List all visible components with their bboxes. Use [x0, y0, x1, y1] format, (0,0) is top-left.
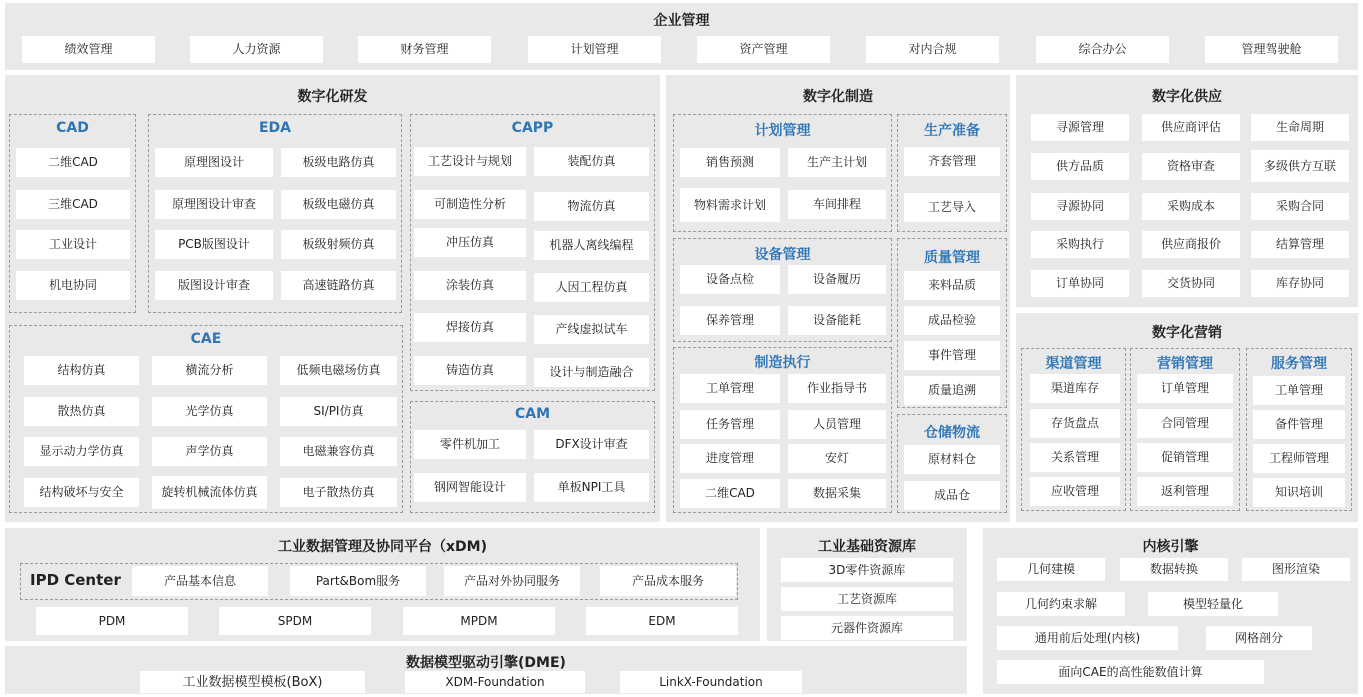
eda-item[interactable]: 板级射频仿真 — [281, 230, 396, 259]
cad-item[interactable]: 二维CAD — [16, 148, 130, 177]
quality-item[interactable]: 成品检验 — [904, 306, 1000, 335]
cam-item[interactable]: 单板NPI工具 — [534, 473, 649, 502]
cad-item[interactable]: 工业设计 — [16, 230, 130, 259]
dme-title: 数据模型驱动引擎(DME) — [406, 655, 566, 671]
supply-item[interactable]: 寻源协同 — [1031, 193, 1129, 220]
plan-item[interactable]: 销售预测 — [680, 148, 780, 177]
supply-item[interactable]: 资格审查 — [1142, 153, 1240, 180]
xdm-item[interactable]: MPDM — [403, 607, 555, 635]
supply-item[interactable]: 生命周期 — [1251, 114, 1349, 141]
resource-title: 工业基础资源库 — [818, 539, 916, 555]
equip-item[interactable]: 设备履历 — [788, 265, 886, 294]
kernel-item[interactable]: 模型轻量化 — [1148, 592, 1278, 616]
warehouse-item[interactable]: 成品仓 — [904, 481, 1000, 510]
service-item[interactable]: 工单管理 — [1253, 376, 1345, 405]
cae-item[interactable]: 显示动力学仿真 — [24, 437, 139, 466]
prep-item[interactable]: 工艺导入 — [904, 193, 1000, 222]
supply-item[interactable]: 供应商评估 — [1142, 114, 1240, 141]
capp-item[interactable]: 设计与制造融合 — [534, 358, 649, 387]
cae-item[interactable]: 声学仿真 — [152, 437, 267, 466]
equip-item[interactable]: 设备点检 — [680, 265, 780, 294]
dme-item[interactable]: 工业数据模型模板(BoX) — [140, 671, 365, 693]
ipd-item[interactable]: 产品基本信息 — [132, 566, 268, 596]
xdm-title: 工业数据管理及协同平台（xDM) — [278, 539, 487, 555]
ipd-item[interactable]: Part&Bom服务 — [290, 566, 426, 596]
xdm-item[interactable]: SPDM — [219, 607, 371, 635]
capp-item[interactable]: 产线虚拟试车 — [534, 315, 649, 344]
channel-item[interactable]: 渠道库存 — [1030, 374, 1120, 403]
cam-title: CAM — [514, 406, 551, 422]
sales-item[interactable]: 返利管理 — [1137, 477, 1233, 506]
xdm-item[interactable]: PDM — [36, 607, 188, 635]
eda-item[interactable]: 板级电磁仿真 — [281, 190, 396, 219]
equip-item[interactable]: 设备能耗 — [788, 306, 886, 335]
supply-item[interactable]: 采购成本 — [1142, 193, 1240, 220]
kernel-item[interactable]: 几何约束求解 — [997, 592, 1125, 616]
exec-item[interactable]: 工单管理 — [680, 374, 780, 403]
cae-item[interactable]: 散热仿真 — [24, 397, 139, 426]
eda-title: EDA — [258, 120, 292, 136]
enterprise-item[interactable]: 财务管理 — [358, 36, 491, 63]
prep-item[interactable]: 齐套管理 — [904, 147, 1000, 176]
capp-item[interactable]: 人因工程仿真 — [534, 273, 649, 302]
prep-title: 生产准备 — [924, 123, 980, 139]
exec-item[interactable]: 二维CAD — [680, 479, 780, 508]
quality-item[interactable]: 质量追溯 — [904, 376, 1000, 405]
exec-title: 制造执行 — [754, 355, 811, 371]
sales-item[interactable]: 合同管理 — [1137, 409, 1233, 438]
resource-item[interactable]: 工艺资源库 — [781, 587, 953, 611]
supply-item[interactable]: 库存协同 — [1251, 270, 1349, 297]
equip-item[interactable]: 保养管理 — [680, 306, 780, 335]
exec-item[interactable]: 安灯 — [788, 444, 886, 473]
cad-item[interactable]: 三维CAD — [16, 190, 130, 219]
supply-item[interactable]: 订单协同 — [1031, 270, 1129, 297]
capp-item[interactable]: 工艺设计与规划 — [414, 147, 526, 176]
cae-item[interactable]: 结构仿真 — [24, 356, 139, 385]
warehouse-title: 仓储物流 — [924, 425, 980, 441]
ipd-item[interactable]: 产品对外协同服务 — [444, 566, 580, 596]
eda-item[interactable]: 版图设计审查 — [155, 271, 273, 300]
enterprise-item[interactable]: 人力资源 — [190, 36, 323, 63]
ipd-item[interactable]: 产品成本服务 — [600, 566, 736, 596]
service-item[interactable]: 工程师管理 — [1253, 444, 1345, 473]
exec-item[interactable]: 进度管理 — [680, 444, 780, 473]
capp-item[interactable]: 涂装仿真 — [414, 271, 526, 300]
enterprise-title: 企业管理 — [653, 13, 710, 29]
channel-item[interactable]: 存货盘点 — [1030, 409, 1120, 438]
plan-item[interactable]: 物料需求计划 — [680, 188, 780, 222]
resource-item[interactable]: 元器件资源库 — [781, 616, 953, 640]
service-item[interactable]: 备件管理 — [1253, 410, 1345, 439]
kernel-item[interactable]: 网格剖分 — [1206, 626, 1312, 650]
kernel-item[interactable]: 几何建模 — [997, 558, 1105, 581]
marketing-title: 数字化营销 — [1152, 325, 1222, 341]
enterprise-item[interactable]: 管理驾驶舱 — [1205, 36, 1338, 63]
kernel-item[interactable]: 图形渲染 — [1242, 558, 1350, 581]
cam-item[interactable]: DFX设计审查 — [534, 430, 649, 459]
capp-item[interactable]: 可制造性分析 — [414, 190, 526, 219]
dme-item[interactable]: LinkX-Foundation — [620, 671, 802, 693]
mfg-title: 数字化制造 — [803, 89, 873, 105]
cae-item[interactable]: 横流分析 — [152, 356, 267, 385]
enterprise-item[interactable]: 资产管理 — [697, 36, 830, 63]
enterprise-item[interactable]: 绩效管理 — [22, 36, 155, 63]
cae-item[interactable]: 电磁兼容仿真 — [280, 437, 397, 466]
plan-title: 计划管理 — [754, 123, 811, 139]
service-item[interactable]: 知识培训 — [1253, 478, 1345, 507]
cae-item[interactable]: 光学仿真 — [152, 397, 267, 426]
exec-item[interactable]: 作业指导书 — [788, 374, 886, 403]
capp-title: CAPP — [511, 120, 554, 136]
ipd-center-label: IPD Center — [30, 571, 121, 589]
eda-item[interactable]: 原理图设计审查 — [155, 190, 273, 219]
supply-item[interactable]: 寻源管理 — [1031, 114, 1129, 141]
sales-item[interactable]: 促销管理 — [1137, 443, 1233, 472]
enterprise-item[interactable]: 计划管理 — [528, 36, 661, 63]
cae-item[interactable]: SI/PI仿真 — [280, 397, 397, 426]
capp-item[interactable]: 铸造仿真 — [414, 356, 526, 385]
eda-item[interactable]: PCB版图设计 — [155, 230, 273, 259]
capp-item[interactable]: 物流仿真 — [534, 192, 649, 221]
quality-title: 质量管理 — [924, 250, 980, 266]
supply-item[interactable]: 结算管理 — [1251, 231, 1349, 258]
supply-item[interactable]: 多级供方互联 — [1251, 150, 1349, 182]
sales-title: 营销管理 — [1157, 356, 1213, 372]
cad-item[interactable]: 机电协同 — [16, 271, 130, 300]
kernel-item[interactable]: 数据转换 — [1120, 558, 1228, 581]
sales-item[interactable]: 订单管理 — [1137, 374, 1233, 403]
exec-item[interactable]: 任务管理 — [680, 410, 780, 439]
eda-item[interactable]: 板级电路仿真 — [281, 148, 396, 177]
cae-item[interactable]: 旋转机械流体仿真 — [152, 476, 267, 509]
exec-item[interactable]: 数据采集 — [788, 479, 886, 508]
cae-item[interactable]: 电子散热仿真 — [280, 478, 397, 507]
enterprise-item[interactable]: 对内合规 — [866, 36, 999, 63]
xdm-item[interactable]: EDM — [586, 607, 738, 635]
resource-item[interactable]: 3D零件资源库 — [781, 558, 953, 582]
cad-title: CAD — [56, 120, 89, 136]
quality-item[interactable]: 来料品质 — [904, 271, 1000, 300]
cae-item[interactable]: 结构破坏与安全 — [24, 478, 139, 507]
supply-item[interactable]: 供方品质 — [1031, 153, 1129, 180]
channel-item[interactable]: 关系管理 — [1030, 443, 1120, 472]
kernel-item[interactable]: 面向CAE的高性能数值计算 — [997, 660, 1264, 684]
exec-item[interactable]: 人员管理 — [788, 410, 886, 439]
supply-title: 数字化供应 — [1152, 89, 1222, 105]
enterprise-item[interactable]: 综合办公 — [1036, 36, 1169, 63]
capp-item[interactable]: 冲压仿真 — [414, 228, 526, 257]
cam-item[interactable]: 零件机加工 — [414, 430, 526, 459]
capp-item[interactable]: 机器人离线编程 — [534, 231, 649, 260]
dme-item[interactable]: XDM-Foundation — [405, 671, 585, 693]
warehouse-item[interactable]: 原材料仓 — [904, 445, 1000, 474]
quality-item[interactable]: 事件管理 — [904, 341, 1000, 370]
service-title: 服务管理 — [1271, 356, 1327, 372]
supply-item[interactable]: 供应商报价 — [1142, 231, 1240, 258]
supply-item[interactable]: 采购执行 — [1031, 231, 1129, 258]
eda-item[interactable]: 原理图设计 — [155, 148, 273, 177]
cam-item[interactable]: 钢网智能设计 — [414, 473, 526, 502]
kernel-item[interactable]: 通用前后处理(内核) — [997, 626, 1178, 650]
eda-item[interactable]: 高速链路仿真 — [281, 271, 396, 300]
channel-title: 渠道管理 — [1045, 356, 1102, 372]
cae-title: CAE — [190, 331, 222, 347]
kernel-title: 内核引擎 — [1142, 539, 1199, 555]
capp-item[interactable]: 焊接仿真 — [414, 313, 526, 342]
channel-item[interactable]: 应收管理 — [1030, 477, 1120, 506]
supply-item[interactable]: 交货协同 — [1142, 270, 1240, 297]
supply-item[interactable]: 采购合同 — [1251, 193, 1349, 220]
plan-item[interactable]: 生产主计划 — [788, 148, 886, 177]
plan-item[interactable]: 车间排程 — [788, 190, 886, 219]
rd-title: 数字化研发 — [297, 89, 368, 105]
equip-title: 设备管理 — [754, 247, 811, 263]
capp-item[interactable]: 装配仿真 — [534, 147, 649, 176]
cae-item[interactable]: 低频电磁场仿真 — [280, 356, 397, 385]
